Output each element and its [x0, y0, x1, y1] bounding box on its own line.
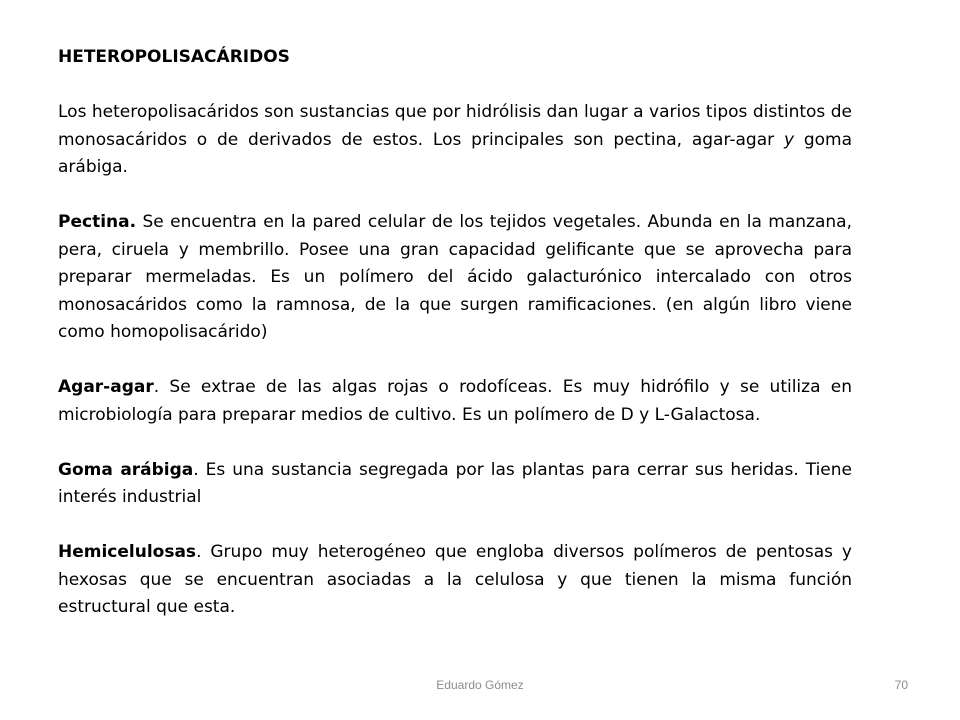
- pectina-text: Se encuentra en la pared celular de los tejidos vegetales. Abunda en la manzana, pera, ciruela y membrillo. Posee una gran capacidad gelificante que se aprovecha para preparar mermeladas. Es un polímero del ácido galacturónico intercalado con otros monosacáridos como la ramnosa, de la que surgen ramificaciones. (en algún libro viene como homopolisacárido): [58, 212, 852, 342]
- agar-term: Agar-agar: [58, 377, 154, 397]
- goma-text: . Es una sustancia segregada por las plantas para cerrar sus heridas. Tiene interés industrial: [58, 459, 852, 507]
- page-number: 70: [894, 678, 908, 692]
- intro-paragraph: [58, 99, 852, 182]
- pectina-term: Pectina.: [58, 212, 137, 232]
- agar-paragraph: [58, 374, 852, 429]
- intro-text-end: goma arábiga.: [58, 129, 853, 177]
- intro-italic-conjunction: y: [783, 129, 795, 150]
- goma-paragraph: [58, 457, 852, 512]
- goma-term: Goma arábiga: [58, 459, 194, 480]
- hemicelulosas-text: . Grupo muy heterogéneo que engloba diversos polímeros de pentosas y hexosas que se encuentran asociadas a la celulosa y que tienen la misma función estructural que esta.: [58, 542, 852, 617]
- hemicelulosas-term: Hemicelulosas: [58, 542, 197, 562]
- pectina-paragraph: [58, 209, 852, 347]
- slide-content: [58, 44, 852, 622]
- slide-heading: HETEROPOLISACÁRIDOS: [58, 47, 290, 67]
- agar-text: . Se extrae de las algas rojas o rodofíceas. Es muy hidrófilo y se utiliza en microbiología para preparar medios de cultivo. Es un polímero de D y L-Galactosa.: [58, 377, 852, 425]
- intro-text-start: Los heteropolisacáridos son sustancias que por hidrólisis dan lugar a varios tipos distintos de monosacáridos o de derivados de estos. Los principales son pectina, agar-agar: [58, 102, 852, 150]
- hemicelulosas-paragraph: [58, 539, 852, 622]
- footer-author: Eduardo Gómez: [436, 678, 524, 692]
